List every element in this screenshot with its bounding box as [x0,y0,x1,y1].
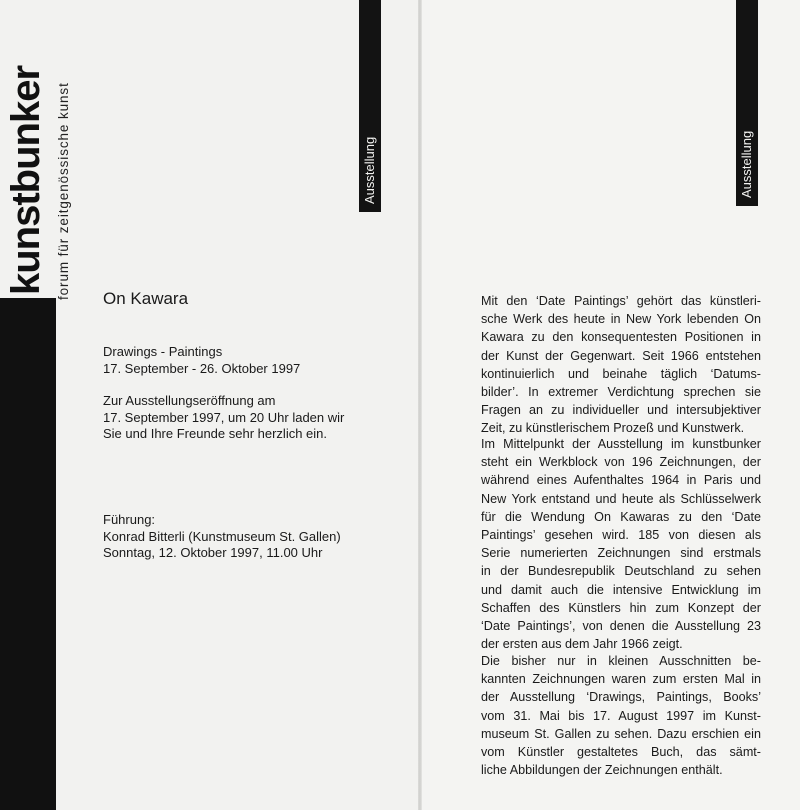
paragraph-line: in der Bundesrepublik Deutschland zu sehen [481,564,761,579]
body-paragraph-2 [481,435,761,653]
brand-block [0,0,48,300]
tour-info [103,512,341,562]
paragraph-line: und damit auch die intensive Entwicklung im [481,582,761,597]
exhibition-info [103,344,300,377]
black-spine-bar [0,298,56,810]
paragraph-line: steht ein Werkblock von 196 Zeichnungen, der [481,455,761,470]
paragraph-line: der Ausstellung ‘Drawings, Paintings, Books’ [481,690,761,705]
body-paragraph-3 [481,652,761,779]
exhibition-line: Drawings - Paintings [103,344,223,359]
paragraph-line: Zeit, zu künstlerischem Prozeß und Kunstwerk. [481,421,745,436]
invitation-line: Zur Ausstellungseröffnung am [103,393,276,408]
invitation-line: 17. September 1997, um 20 Uhr laden wir [103,409,345,425]
brand-subtitle: forum für zeitgenössische kunst [56,82,71,300]
paragraph-line: vom 31. Mai bis 17. August 1997 im Kunst- [481,708,761,723]
paragraph-line: museum St. Gallen zu sehen. Dazu erschien ein [481,726,761,741]
brand-name: kunstbunker [4,65,48,295]
paragraph-line: Die bisher nur in kleinen Ausschnitten be- [481,654,761,668]
paragraph-line: für die Wendung On Kawaras zu den ‘Date [481,509,761,524]
page-fold [418,0,422,810]
paragraph-line: kannten Zeichnungen waren zum ersten Mal in [481,672,761,687]
exhibition-tab-left [359,0,381,212]
paragraph-line: Mit den ‘Date Paintings’ gehört das künstleri- [481,294,761,308]
tour-line: Sonntag, 12. Oktober 1997, 11.00 Uhr [103,545,323,560]
paragraph-line: sche Werk des heute in New York lebenden On [481,312,761,327]
paragraph-line: Schaffen des Künstlers hin zum Konzept der [481,600,761,615]
paragraph-line: der ersten aus dem Jahr 1966 zeigt. [481,637,683,652]
paragraph-line: während eines Aufenthaltes 1964 in Paris und [481,473,761,488]
paragraph-line: New York entstand und heute als Schlüsselwerk [481,491,761,506]
exhibition-tab-right-label: Ausstellung [739,130,754,198]
paragraph-line: der Kunst der Gegenwart. Seit 1966 entstehen [481,348,761,363]
artist-title: On Kawara [103,289,189,308]
paragraph-line: Kawara zu den konsequentesten Positionen in [481,330,761,345]
body-paragraph-1 [481,292,761,438]
paragraph-line: liche Abbildungen der Zeichnungen enthält. [481,763,723,778]
paragraph-line: Fragen an zu individueller und intersubjektiver [481,403,761,418]
tour-line: Führung: [103,512,156,527]
paragraph-line: vom Künstler gestaltetes Buch, das sämt- [481,745,761,760]
paragraph-line: bilder’. In extremer Verdichtung sprechen sie [481,385,761,400]
invitation-text [103,393,344,443]
paragraph-line: kontinuierlich und beinahe täglich ‘Datums- [481,366,761,381]
paragraph-line: Im Mittelpunkt der Ausstellung im kunstbunker [481,437,761,451]
paragraph-line: Serie numerierten Zeichnungen sind erstmals [481,546,761,561]
invitation-line: Sie und Ihre Freunde sehr herzlich ein. [103,426,328,441]
tour-line: Konrad Bitterli (Kunstmuseum St. Gallen) [103,528,341,544]
exhibition-line: 17. September - 26. Oktober 1997 [103,360,301,376]
paragraph-line: ‘Date Paintings’, von denen die Ausstellung 23 [481,619,761,634]
exhibition-tab-left-label: Ausstellung [362,136,377,204]
exhibition-tab-right [736,0,758,206]
paragraph-line: Paintings’ gesehen wird. 185 von diesen als [481,528,761,543]
